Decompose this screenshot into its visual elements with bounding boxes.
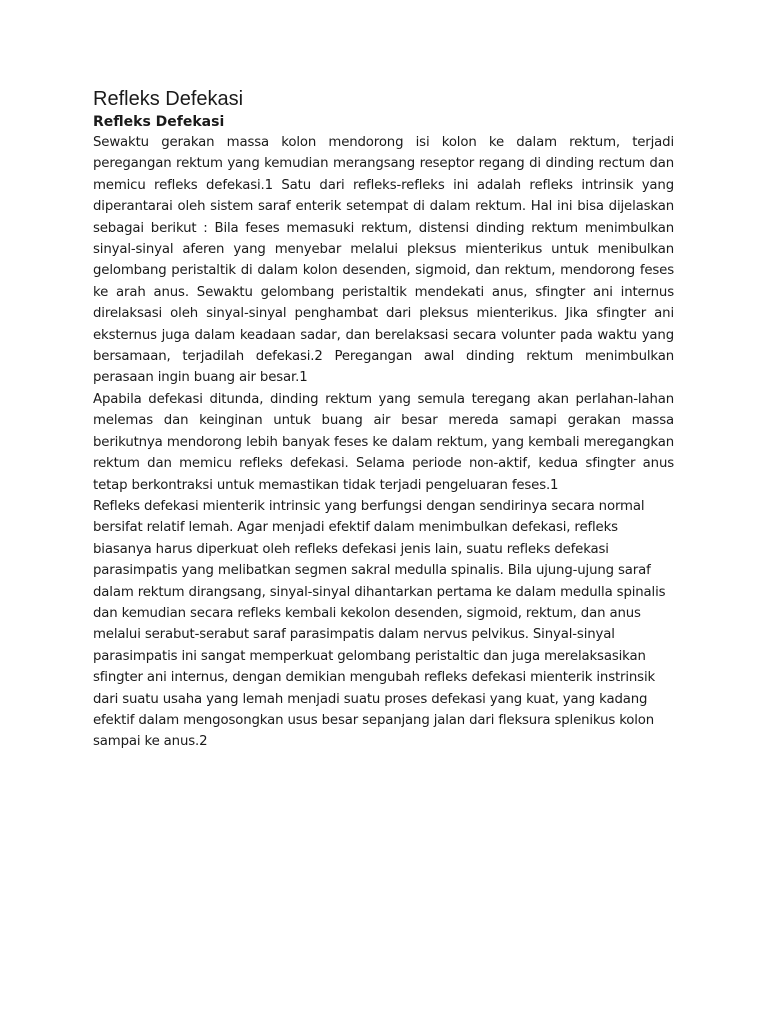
paragraph-3: Refleks defekasi mienterik intrinsic yang berfungsi dengan sendirinya secara normal bersifat relatif lemah. Agar menjadi efektif dalam menimbulkan defekasi, refleks biasanya harus diperkuat oleh refleks defekasi jenis lain, suatu refleks defekasi parasimpatis yang melibatkan segmen sakral medulla spinalis. Bila ujung-ujung saraf dalam rektum dirangsang, sinyal-sinyal dihantarkan pertama ke dalam medulla spinalis dan kemudian secara refleks kembali kekolon desenden, sigmoid, rektum, dan anus melalui serabut-serabut saraf parasimpatis dalam nervus pelvikus. Sinyal-sinyal parasimpatis ini sangat memperkuat gelombang peristaltic dan juga merelaksasikan sfingter ani internus, dengan demikian mengubah refleks defekasi mienterik instrinsik dari suatu usaha yang lemah menjadi suatu proses defekasi yang kuat, yang kadang efektif dalam mengosongkan usus besar sepanjang jalan dari fleksura splenikus kolon sampai ke anus.2 bbox=[93, 498, 666, 750]
document-title: Refleks Defekasi bbox=[93, 88, 244, 110]
paragraph-1: Sewaktu gerakan massa kolon mendorong isi kolon ke dalam rektum, terjadi peregangan rektum yang kemudian merangsang reseptor regang di dinding rectum dan memicu refleks defekasi.1 Satu dari refleks-refleks ini adalah refleks intrinsik yang diperantarai oleh sistem saraf enterik setempat di dalam rektum. Hal ini bisa dijelaskan sebagai berikut : Bila feses memasuki rektum, distensi dinding rektum menimbulkan sinyal-sinyal aferen yang menyebar melalui pleksus mienterikus untuk menibulkan gelombang peristaltik di dalam kolon desenden, sigmoid, dan rektum, mendorong feses ke arah anus. Sewaktu gelombang peristaltik mendekati anus, sfingter ani internus direlaksasi oleh sinyal-sinyal penghambat dari pleksus mienterikus. Jika sfingter ani eksternus juga dalam keadaan sadar, dan berelaksasi secara volunter pada waktu yang bersamaan, terjadilah defekasi.2 Peregangan awal dinding rektum menimbulkan perasaan ingin buang air besar.1 bbox=[93, 135, 674, 386]
section-heading: Refleks Defekasi bbox=[93, 114, 225, 130]
document-page bbox=[93, 86, 674, 753]
paragraph-2: Apabila defekasi ditunda, dinding rektum yang semula teregang akan perlahan-lahan melemas dan keinginan untuk buang air besar mereda samapi gerakan massa berikutnya mendorong lebih banyak feses ke dalam rektum, yang kembali meregangkan rektum dan memicu refleks defekasi. Selama periode non-aktif, kedua sfingter anus tetap berkontraksi untuk memastikan tidak terjadi pengeluaran feses.1 bbox=[93, 391, 674, 493]
